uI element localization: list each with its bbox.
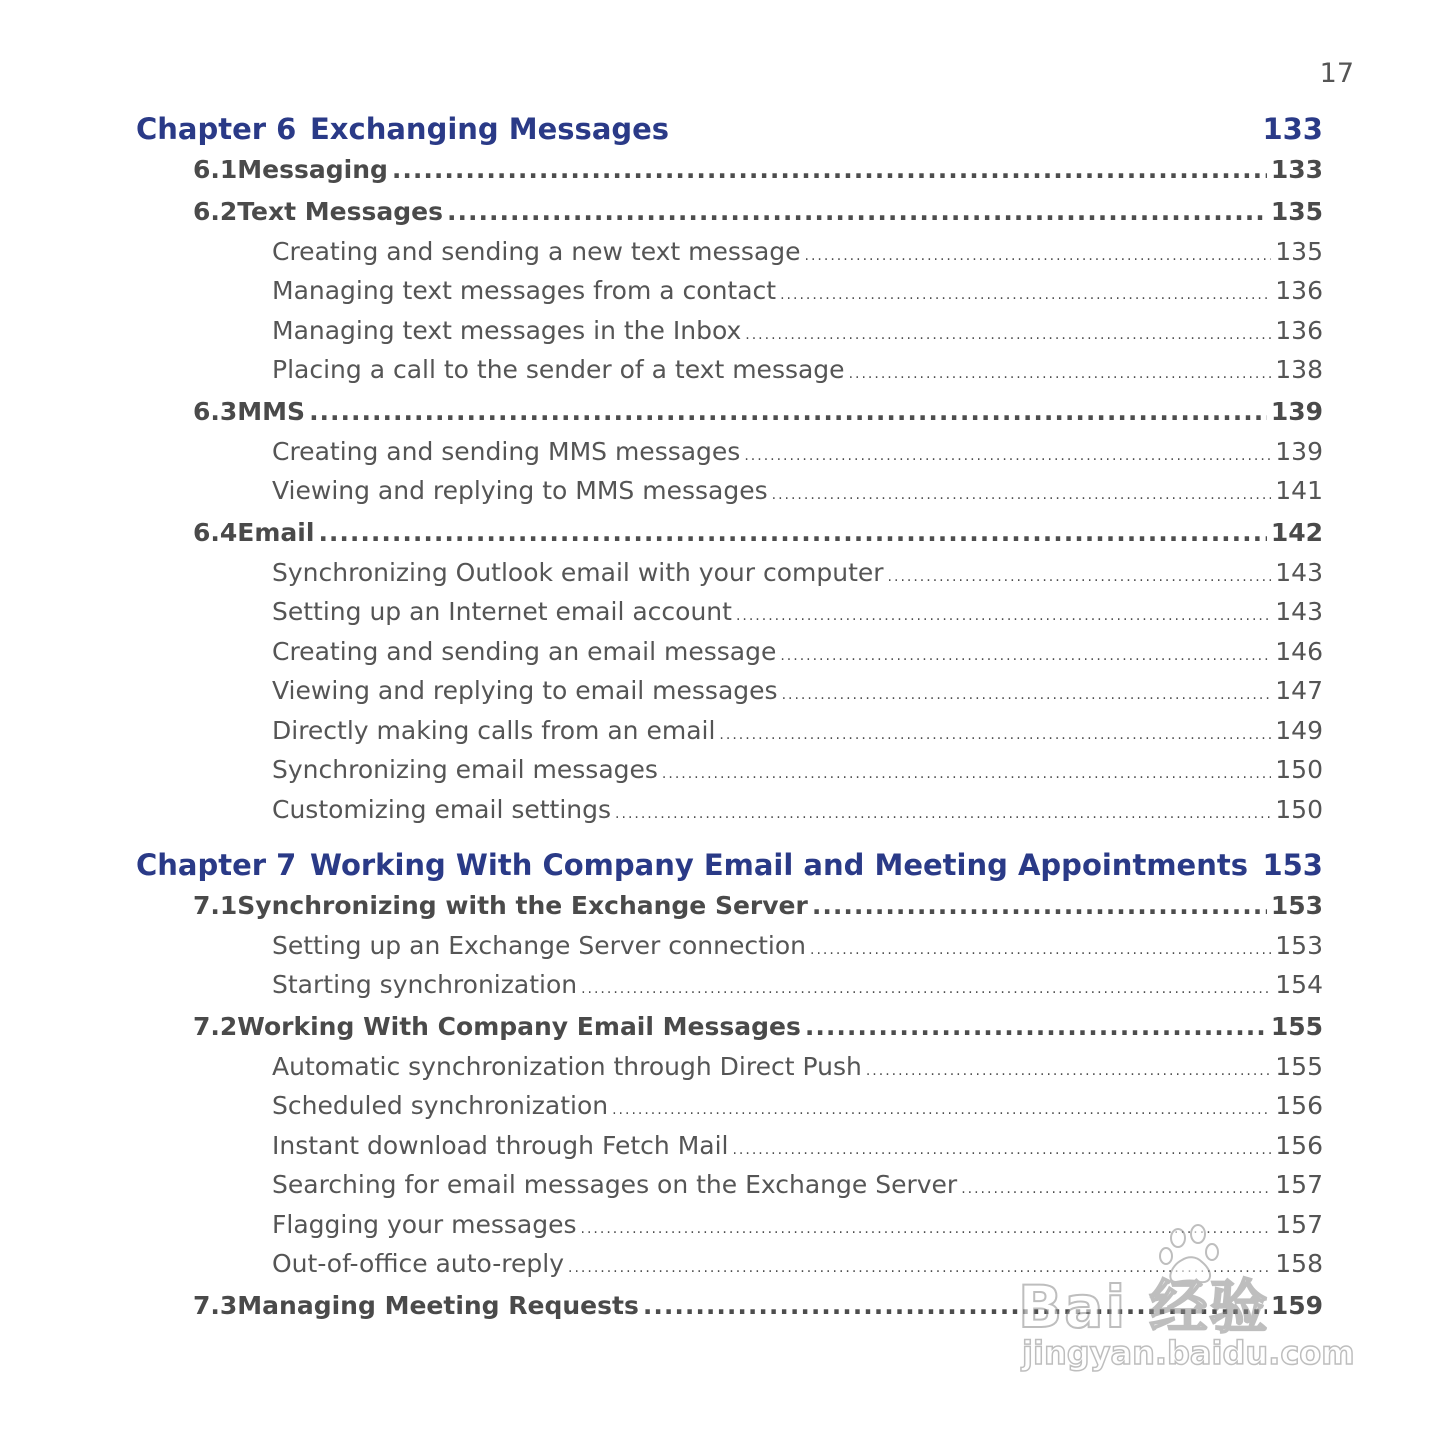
section-title: Messaging (237, 155, 388, 184)
leader-dots (780, 272, 1271, 314)
leader-dots (782, 672, 1272, 714)
section-number: 6.1 (193, 155, 238, 184)
subsection-entry[interactable] (272, 712, 1323, 750)
leader-dots (318, 513, 1266, 553)
section-number: 6.3 (193, 397, 238, 426)
subsection-page: 149 (1275, 716, 1323, 745)
section-page: 155 (1270, 1012, 1323, 1041)
subsection-title: Searching for email messages on the Exchange Server (272, 1170, 958, 1199)
leader-dots (719, 712, 1271, 754)
subsection-entry[interactable] (272, 751, 1323, 789)
section-title: Working With Company Email Messages (237, 1012, 801, 1041)
section-number: 7.3 (193, 1291, 238, 1320)
subsection-page: 139 (1275, 437, 1323, 466)
subsection-page: 158 (1275, 1249, 1323, 1278)
leader-dots (581, 966, 1271, 1008)
subsection-page: 136 (1275, 316, 1323, 345)
subsection-title: Instant download through Fetch Mail (272, 1131, 729, 1160)
section-entry[interactable] (193, 392, 1323, 432)
section-page: 142 (1270, 518, 1323, 547)
section-page: 135 (1270, 197, 1323, 226)
section-title: MMS (237, 397, 306, 426)
subsection-title: Out-of-office auto-reply (272, 1249, 565, 1278)
leader-dots (392, 150, 1267, 190)
chapter-heading[interactable] (136, 108, 1323, 150)
leader-dots (888, 554, 1272, 596)
subsection-title: Creating and sending a new text message (272, 237, 801, 266)
leader-dots (772, 472, 1272, 514)
chapter-title: Exchanging Messages (310, 112, 670, 146)
section-title: Synchronizing with the Exchange Server (237, 891, 808, 920)
subsection-title: Synchronizing email messages (272, 755, 658, 784)
leader-dots (805, 233, 1272, 275)
subsection-title: Managing text messages from a contact (272, 276, 777, 305)
section-entry[interactable] (193, 886, 1323, 926)
subsection-page: 156 (1275, 1091, 1323, 1120)
chapter-heading[interactable] (136, 844, 1323, 886)
leader-dots (615, 791, 1271, 833)
section-number: 7.2 (193, 1012, 238, 1041)
subsection-entry[interactable] (272, 233, 1323, 271)
subsection-title: Creating and sending MMS messages (272, 437, 741, 466)
subsection-entry[interactable] (272, 672, 1323, 710)
leader-dots (866, 1048, 1271, 1090)
leader-dots (961, 1166, 1271, 1208)
chapter-title: Working With Company Email and Meeting Appointments (310, 848, 1248, 882)
subsection-page: 141 (1275, 476, 1323, 505)
section-entry[interactable] (193, 513, 1323, 553)
subsection-title: Setting up an Exchange Server connection (272, 931, 807, 960)
leader-dots (309, 392, 1267, 432)
subsection-entry[interactable] (272, 1048, 1323, 1086)
leader-dots (662, 751, 1271, 793)
subsection-entry[interactable] (272, 554, 1323, 592)
subsection-entry[interactable] (272, 593, 1323, 631)
watermark-url: jingyan.baidu.com (1022, 1334, 1355, 1372)
subsection-entry[interactable] (272, 472, 1323, 510)
subsection-page: 143 (1275, 558, 1323, 587)
section-entry[interactable] (193, 192, 1323, 232)
chapter-page: 133 (1262, 112, 1323, 146)
section-page: 159 (1270, 1291, 1323, 1320)
watermark-brand: Bai 经验 (1018, 1273, 1270, 1341)
subsection-entry[interactable] (272, 1087, 1323, 1125)
subsection-page: 157 (1275, 1170, 1323, 1199)
leader-dots (805, 1007, 1267, 1047)
subsection-title: Setting up an Internet email account (272, 597, 732, 626)
subsection-page: 138 (1275, 355, 1323, 384)
subsection-page: 135 (1275, 237, 1323, 266)
subsection-title: Customizing email settings (272, 795, 612, 824)
page-number: 17 (1319, 58, 1354, 89)
section-number: 6.4 (193, 518, 238, 547)
subsection-page: 136 (1275, 276, 1323, 305)
subsection-title: Viewing and replying to email messages (272, 676, 778, 705)
subsection-page: 147 (1275, 676, 1323, 705)
subsection-title: Managing text messages in the Inbox (272, 316, 742, 345)
leader-dots (447, 192, 1267, 232)
section-entry[interactable] (193, 1007, 1323, 1047)
subsection-title: Viewing and replying to MMS messages (272, 476, 768, 505)
subsection-page: 153 (1275, 931, 1323, 960)
leader-dots (810, 927, 1271, 969)
subsection-page: 155 (1275, 1052, 1323, 1081)
subsection-page: 150 (1275, 795, 1323, 824)
subsection-page: 150 (1275, 755, 1323, 784)
subsection-title: Automatic synchronization through Direct Push (272, 1052, 862, 1081)
subsection-page: 154 (1275, 970, 1323, 999)
leader-dots (812, 886, 1267, 926)
chapter-page: 153 (1262, 848, 1323, 882)
leader-dots (732, 1127, 1271, 1169)
subsection-page: 143 (1275, 597, 1323, 626)
subsection-entry[interactable] (272, 1127, 1323, 1165)
subsection-title: Starting synchronization (272, 970, 578, 999)
subsection-page: 156 (1275, 1131, 1323, 1160)
subsection-entry[interactable] (272, 1166, 1323, 1204)
leader-dots (736, 593, 1271, 635)
subsection-entry[interactable] (272, 351, 1323, 389)
section-title: Email (237, 518, 315, 547)
subsection-entry[interactable] (272, 272, 1323, 310)
subsection-title: Creating and sending an email message (272, 637, 777, 666)
subsection-entry[interactable] (272, 966, 1323, 1004)
subsection-page: 146 (1275, 637, 1323, 666)
subsection-page: 157 (1275, 1210, 1323, 1239)
subsection-entry[interactable] (272, 433, 1323, 471)
section-entry[interactable] (193, 150, 1323, 190)
section-page: 133 (1270, 155, 1323, 184)
section-page: 139 (1270, 397, 1323, 426)
leader-dots (745, 312, 1271, 354)
subsection-entry[interactable] (272, 312, 1323, 350)
section-page: 153 (1270, 891, 1323, 920)
subsection-title: Synchronizing Outlook email with your computer (272, 558, 884, 587)
subsection-title: Placing a call to the sender of a text message (272, 355, 845, 384)
leader-dots (612, 1087, 1271, 1129)
section-number: 7.1 (193, 891, 238, 920)
subsection-entry[interactable] (272, 791, 1323, 829)
subsection-entry[interactable] (272, 633, 1323, 671)
chapter-number: Chapter 7 (136, 848, 297, 882)
leader-dots (744, 433, 1271, 475)
section-title: Text Messages (237, 197, 443, 226)
subsection-title: Scheduled synchronization (272, 1091, 609, 1120)
section-title: Managing Meeting Requests (237, 1291, 639, 1320)
baidu-watermark (1018, 1222, 1355, 1382)
subsection-entry[interactable] (272, 927, 1323, 965)
chapter-number: Chapter 6 (136, 112, 297, 146)
subsection-title: Flagging your messages (272, 1210, 577, 1239)
subsection-title: Directly making calls from an email (272, 716, 716, 745)
section-number: 6.2 (193, 197, 238, 226)
leader-dots (780, 633, 1271, 675)
leader-dots (849, 351, 1272, 393)
